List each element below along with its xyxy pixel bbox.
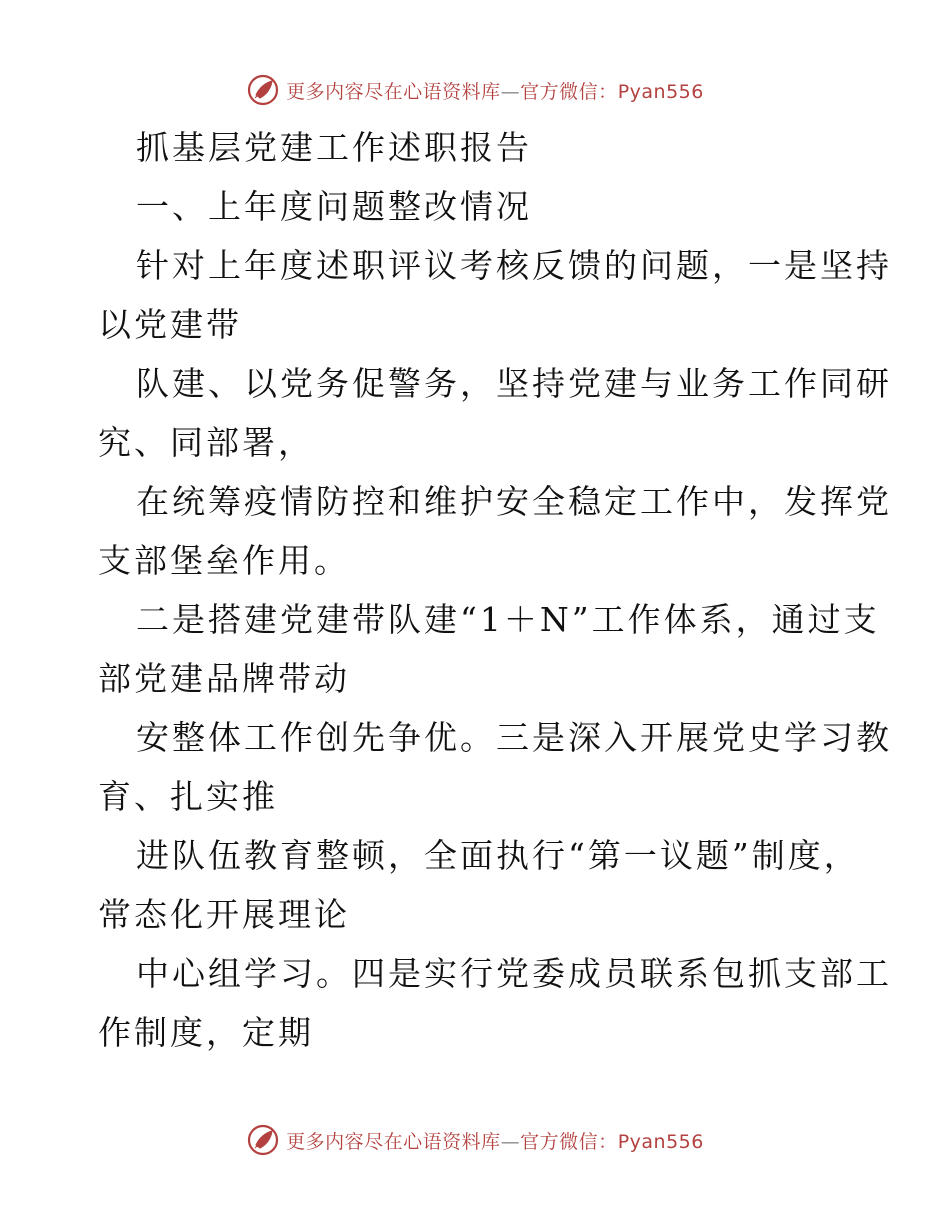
document-line: 作制度，定期 <box>98 1013 314 1052</box>
document-line: 队建、以党务促警务，坚持党建与业务工作同研 <box>136 364 892 403</box>
document-line: 在统筹疫情防控和维护安全稳定工作中，发挥党 <box>136 482 892 521</box>
banner-text <box>286 1127 704 1154</box>
document-line: 部党建品牌带动 <box>98 659 350 698</box>
footer-watermark-banner <box>0 1120 950 1160</box>
document-line: 一、上年度问题整改情况 <box>136 187 532 226</box>
document-line: 中心组学习。四是实行党委成员联系包抓支部工 <box>136 954 892 993</box>
document-line: 以党建带 <box>98 305 242 344</box>
quill-logo-icon <box>246 1123 280 1157</box>
quill-logo-icon <box>246 73 280 107</box>
document-body <box>98 118 892 1062</box>
document-line: 究、同部署， <box>98 423 314 462</box>
banner-dash: — <box>500 80 521 103</box>
banner-official: 官方微信： <box>520 1130 618 1153</box>
banner-brand: 更多内容尽在心语资料库 <box>286 1130 501 1153</box>
document-line: 二是搭建党建带队建“1＋N”工作体系，通过支 <box>136 600 880 639</box>
banner-text <box>286 77 704 104</box>
document-line: 安整体工作创先争优。三是深入开展党史学习教 <box>136 718 892 757</box>
document-line: 抓基层党建工作述职报告 <box>136 128 532 167</box>
banner-brand: 更多内容尽在心语资料库 <box>286 80 501 103</box>
document-line: 育、扎实推 <box>98 777 278 816</box>
banner-official: 官方微信： <box>520 80 618 103</box>
banner-handle: Pyan556 <box>617 80 704 103</box>
document-line: 进队伍教育整顿，全面执行“第一议题”制度， <box>136 836 860 875</box>
banner-handle: Pyan556 <box>617 1130 704 1153</box>
document-line: 针对上年度述职评议考核反馈的问题，一是坚持 <box>136 246 892 285</box>
document-line: 常态化开展理论 <box>98 895 350 934</box>
header-watermark-banner <box>0 70 950 110</box>
document-line: 支部堡垒作用。 <box>98 541 350 580</box>
banner-dash: — <box>500 1130 521 1153</box>
